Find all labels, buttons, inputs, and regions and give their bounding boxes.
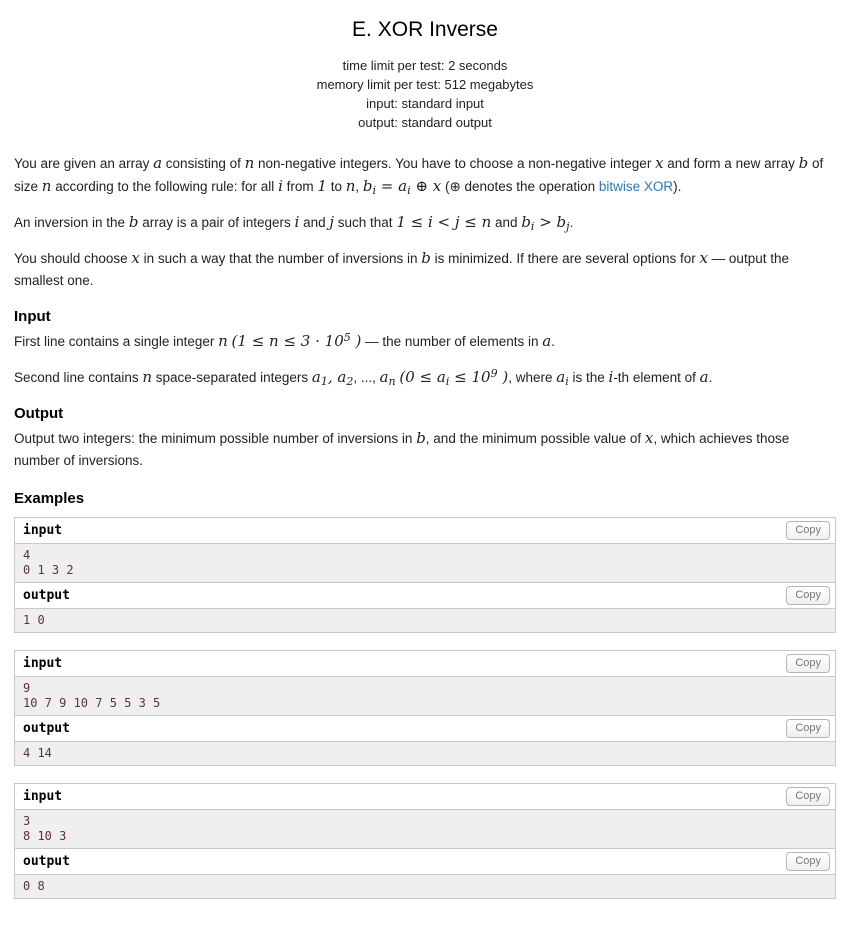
math-expression: a — [542, 332, 552, 350]
problem-statement — [14, 152, 836, 292]
sample-test-3 — [14, 783, 836, 899]
sample-output-line: 0 8 — [23, 879, 45, 893]
math-subscript: 1 — [320, 374, 328, 388]
math-subscript: i — [445, 374, 450, 388]
output-section-title: Output — [14, 405, 64, 422]
math-subscript: i — [372, 183, 377, 197]
math-expression: n — [345, 177, 356, 195]
math-expression: x — [699, 249, 708, 267]
examples-section-title: Examples — [14, 490, 85, 507]
math-subscript: n — [388, 374, 396, 388]
math-expression: n — [244, 154, 255, 172]
math-expression: 1 ≤ i < j ≤ n — [396, 213, 492, 231]
sample-input-line: 9 — [23, 681, 31, 695]
sample-3-output-header — [15, 848, 835, 875]
copy-button[interactable]: Copy — [786, 719, 830, 738]
sample-test-2 — [14, 650, 836, 766]
math-expression: n — [41, 177, 52, 195]
math-superscript: 9 — [490, 366, 498, 380]
copy-button[interactable]: Copy — [786, 852, 830, 871]
sample-2-output-header — [15, 715, 835, 742]
math-superscript: 5 — [343, 330, 351, 344]
math-subscript: i — [565, 374, 569, 388]
copy-button[interactable]: Copy — [786, 654, 830, 673]
math-expression: x — [131, 249, 140, 267]
examples-section — [14, 490, 836, 899]
sample-1-output-header — [15, 582, 835, 609]
sample-2-input-data — [15, 677, 835, 715]
input-specification — [14, 308, 836, 389]
input-section-title: Input — [14, 308, 51, 325]
math-expression: a — [153, 154, 163, 172]
output-spec-paragraph: Output two integers: the minimum possible number of inversions in b, and the minimum possible value of x, which achieves those number of inversions. — [14, 429, 790, 468]
input-label: input — [23, 656, 63, 671]
math-expression: i — [294, 213, 300, 231]
output-specification — [14, 405, 836, 472]
sample-3-input-data — [15, 810, 835, 848]
math-expression: ) — [350, 332, 362, 350]
input-spec-paragraph-2: Second line contains n space-separated integers $a_1$, $a_2$, ..., $a_n$ ($0 \le a_i \le 10^9$ ), where $a_i$ is the i-th element of a. — [14, 366, 713, 388]
inline-link[interactable]: bitwise XOR — [598, 179, 674, 194]
input-spec-paragraph-1: First line contains a single integer n ($1 \le n \le 3 \cdot 10^5$ ) — the number of elements in a. — [14, 330, 555, 350]
math-expression: a — [556, 368, 566, 386]
output-file: output: standard output — [358, 115, 492, 130]
math-subscript: 2 — [346, 374, 354, 388]
sample-input-line: 10 7 9 10 7 5 5 3 5 — [23, 696, 161, 710]
math-expression: = a — [376, 177, 408, 195]
copy-button[interactable]: Copy — [786, 586, 830, 605]
math-expression: 1 — [317, 177, 327, 195]
math-expression: b — [421, 249, 431, 267]
math-subscript: j — [566, 219, 570, 233]
math-expression: n — [142, 368, 153, 386]
sample-output-line: 4 14 — [23, 746, 52, 760]
problem-header — [14, 18, 836, 132]
input-label: input — [23, 789, 63, 804]
math-expression: a — [379, 368, 389, 386]
math-expression: (1 ≤ n ≤ 3 · 10 — [231, 332, 344, 350]
math-expression: n — [218, 332, 228, 350]
math-expression: ⊕ x — [410, 177, 442, 195]
math-expression: i — [608, 368, 614, 386]
memory-limit: memory limit per test: 512 megabytes — [316, 77, 534, 92]
math-expression: b — [521, 213, 531, 231]
output-label: output — [23, 588, 70, 603]
math-subscript: i — [407, 183, 411, 197]
sample-input-line: 3 — [23, 814, 31, 828]
math-expression: b — [416, 429, 426, 447]
math-subscript: i — [530, 219, 535, 233]
output-label: output — [23, 854, 70, 869]
math-expression: > b — [534, 213, 567, 231]
math-expression: ≤ 10 — [449, 368, 491, 386]
copy-button[interactable]: Copy — [786, 521, 830, 540]
problem-title: E. XOR Inverse — [352, 18, 498, 41]
sample-2-output-data — [15, 742, 835, 765]
math-expression: (0 ≤ a — [399, 368, 446, 386]
time-limit: time limit per test: 2 seconds — [342, 58, 508, 73]
output-label: output — [23, 721, 70, 736]
math-expression: j — [329, 213, 335, 231]
sample-output-line: 1 0 — [23, 613, 45, 627]
math-expression: , a — [327, 368, 347, 386]
sample-3-input-header — [15, 784, 835, 810]
sample-3-output-data — [15, 875, 835, 898]
sample-input-line: 0 1 3 2 — [23, 563, 74, 577]
statement-paragraph-2: An inversion in the b array is a pair of integers i and j such that 1 ≤ i < j ≤ n and $b_i > b_j$. — [14, 213, 574, 233]
sample-1-output-data — [15, 609, 835, 632]
copy-button[interactable]: Copy — [786, 787, 830, 806]
sample-input-line: 8 10 3 — [23, 829, 67, 843]
input-file: input: standard input — [366, 96, 484, 111]
sample-input-line: 4 — [23, 548, 31, 562]
math-expression: x — [644, 429, 654, 447]
math-expression: b — [798, 154, 809, 172]
sample-2-input-header — [15, 651, 835, 677]
math-expression: b — [128, 213, 139, 231]
math-expression: a — [699, 368, 709, 386]
math-expression: a — [311, 368, 321, 386]
sample-1-input-data — [15, 544, 835, 582]
math-expression: ) — [497, 368, 509, 386]
math-expression: x — [655, 154, 664, 172]
sample-test-1 — [14, 517, 836, 633]
math-expression: b — [362, 177, 373, 195]
statement-paragraph-1: You are given an array a consisting of n non-negative integers. You have to choose a non-negative integer x and form a new array b of size n according to the following rule: for all i from 1 to n, $b_i = a_i$ ⊕ x (⊕ denotes the operation bitwise XOR). — [14, 154, 824, 197]
input-label: input — [23, 523, 63, 538]
statement-paragraph-3: You should choose x in such a way that the number of inversions in b is minimized. If there are several options for x — output the smallest one. — [14, 249, 789, 288]
math-expression: i — [278, 177, 283, 195]
sample-1-input-header — [15, 518, 835, 544]
